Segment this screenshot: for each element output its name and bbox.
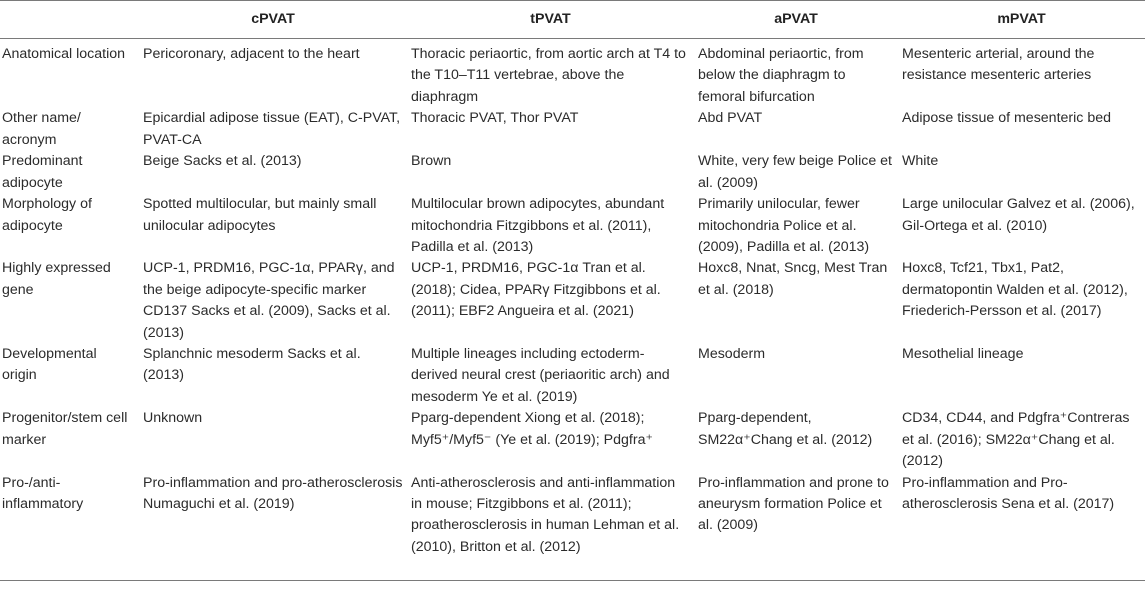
cell-tpvat: Multiple lineages including ectoderm-derived neural crest (periaoritic arch) and mesoderm Ye et al. (2019) (411, 346, 670, 405)
cell-cpvat: Spotted multilocular, but mainly small unilocular adipocytes (143, 196, 377, 234)
row-label: Morphology of adipocyte (2, 196, 92, 234)
row-label: Predominant adipocyte (2, 153, 83, 191)
table-row (0, 151, 1145, 194)
cell-cpvat: Splanchnic mesoderm Sacks et al. (2013) (143, 346, 361, 384)
cell-apvat: Pro-inflammation and prone to aneurysm formation Police et al. (2009) (694, 473, 898, 581)
cell-apvat: Primarily unilocular, fewer mitochondria Police et al. (2009), Padilla et al. (2013) (698, 196, 870, 256)
header-cpvat: cPVAT (139, 1, 407, 39)
cell-mpvat: CD34, CD44, and Pdgfra⁺Contreras et al. (2016); SM22α⁺Chang et al. (2012) (902, 410, 1130, 470)
cell-mpvat: Hoxc8, Tcf21, Tbx1, Pat2, dermatopontin Walden et al. (2012), Friederich-Persson et al. (2017) (902, 260, 1128, 320)
cell-mpvat: Mesothelial lineage (902, 346, 1024, 363)
table-row (0, 194, 1145, 258)
cell-mpvat: Mesenteric arterial, around the resistance mesenteric arteries (902, 46, 1095, 84)
table-row (0, 473, 1145, 581)
cell-apvat: Hoxc8, Nnat, Sncg, Mest Tran et al. (2018) (698, 260, 888, 298)
cell-mpvat: Pro-inflammation and Pro-atherosclerosis Sena et al. (2017) (898, 473, 1145, 581)
header-row (0, 1, 1145, 39)
cell-cpvat: Pro-inflammation and pro-atherosclerosis Numaguchi et al. (2019) (139, 473, 407, 581)
cell-tpvat: Pparg-dependent Xiong et al. (2018); Myf5⁺/Myf5⁻ (Ye et al. (2019); Pdgfra⁺ (411, 410, 653, 448)
cell-apvat: Abd PVAT (698, 110, 763, 127)
cell-mpvat: Adipose tissue of mesenteric bed (902, 110, 1111, 127)
cell-mpvat: White (902, 153, 939, 170)
header-tpvat: tPVAT (407, 1, 694, 39)
cell-tpvat: UCP-1, PRDM16, PGC-1α Tran et al. (2018); Cidea, PPARγ Fitzgibbons et al. (2011); EBF2 Angueira et al. (2021) (411, 260, 661, 320)
table-row (0, 39, 1145, 109)
table-row (0, 258, 1145, 344)
header-corner (0, 1, 139, 39)
cell-cpvat: Epicardial adipose tissue (EAT), C-PVAT, PVAT-CA (143, 110, 401, 148)
row-label: Progenitor/stem cell marker (2, 410, 128, 448)
cell-apvat: Pparg-dependent, SM22α⁺Chang et al. (2012) (698, 410, 873, 448)
row-label: Other name/ acronym (2, 110, 81, 148)
cell-tpvat: Multilocular brown adipocytes, abundant mitochondria Fitzgibbons et al. (2011), Padilla et al. (2013) (411, 196, 665, 256)
cell-cpvat: Beige Sacks et al. (2013) (143, 153, 302, 170)
row-label: Developmental origin (2, 346, 97, 384)
row-label: Pro-/anti-inflammatory (0, 473, 139, 581)
cell-mpvat: Large unilocular Galvez et al. (2006), Gil-Ortega et al. (2010) (902, 196, 1135, 234)
cell-apvat: White, very few beige Police et al. (2009) (698, 153, 892, 191)
row-label: Highly expressed gene (2, 260, 111, 298)
row-label: Anatomical location (2, 46, 126, 62)
cell-apvat: Mesoderm (698, 346, 766, 363)
header-apvat: aPVAT (694, 1, 898, 39)
cell-cpvat: Unknown (143, 410, 203, 427)
cell-tpvat: Thoracic PVAT, Thor PVAT (411, 110, 579, 127)
cell-cpvat: UCP-1, PRDM16, PGC-1α, PPARγ, and the beige adipocyte-specific marker CD137 Sacks et al. (2009), Sacks et al. (2013) (143, 260, 395, 341)
header-mpvat: mPVAT (898, 1, 1145, 39)
cell-tpvat: Thoracic periaortic, from aortic arch at T4 to the T10–T11 vertebrae, above the diaphragm (411, 46, 686, 105)
cell-apvat: Abdominal periaortic, from below the diaphragm to femoral bifurcation (698, 46, 864, 105)
cell-tpvat: Brown (411, 153, 452, 170)
table-row (0, 408, 1145, 472)
cell-cpvat: Pericoronary, adjacent to the heart (143, 46, 360, 62)
cell-tpvat: Anti-atherosclerosis and anti-inflammation in mouse; Fitzgibbons et al. (2011); proatherosclerosis in human Lehman et al. (2010), Britton et al. (2012) (407, 473, 694, 581)
table-row (0, 108, 1145, 151)
table-row (0, 344, 1145, 408)
